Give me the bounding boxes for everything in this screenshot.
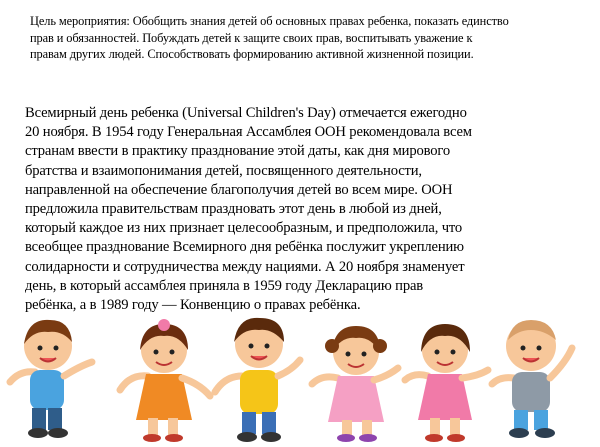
child-6-boy-gray	[492, 320, 572, 438]
article-line: солидарности и сотрудничества между нациями. А 20 ноября знаменует	[25, 258, 465, 275]
cartoon-children-icon	[0, 300, 600, 447]
article-line: странам ввести в практику празднование этой даты, как дня мирового	[25, 143, 451, 160]
goal-line: прав и обязанностей. Побуждать детей к защите своих прав, воспитывать уважение к	[30, 30, 473, 45]
article-line: всеобщее празднование Всемирного дня ребёнка послужит укреплению	[25, 239, 464, 256]
child-3-boy-yellow	[215, 318, 300, 442]
article-paragraph	[25, 104, 590, 315]
article-line: предложила правительствам праздновать этот день в любой из дней,	[25, 201, 442, 218]
event-goal-paragraph	[30, 13, 585, 63]
child-4-girl-pink	[312, 326, 398, 442]
article-line: направленной на обеспечение благополучия детей во всем мире. ООН	[25, 181, 453, 198]
article-line: день, в который ассамблея приняла в 1959 году Декларацию прав	[25, 277, 424, 294]
article-line: ребёнка, а в 1989 году — Конвенцию о правах ребёнка.	[25, 297, 361, 314]
article-line: Всемирный день ребенка (Universal Children's Day) отмечается ежегодно	[25, 105, 467, 121]
goal-line: правам других людей. Способствовать формированию активной жизненной позиции.	[30, 47, 474, 62]
child-2-girl-orange	[120, 319, 210, 442]
article-line: братства и взаимопонимания детей, посвященного деятельности,	[25, 162, 422, 179]
article-line: который каждое из них признает целесообразным, и предположила, что	[25, 220, 463, 237]
goal-line: Цель мероприятия: Обобщить знания детей об основных правах ребенка, показать единство	[30, 14, 509, 28]
child-1-boy-blue	[10, 320, 92, 438]
child-5-girl-red	[405, 324, 488, 442]
article-line: 20 ноября. В 1954 году Генеральная Ассамблея ООН рекомендовала всем	[25, 124, 472, 141]
